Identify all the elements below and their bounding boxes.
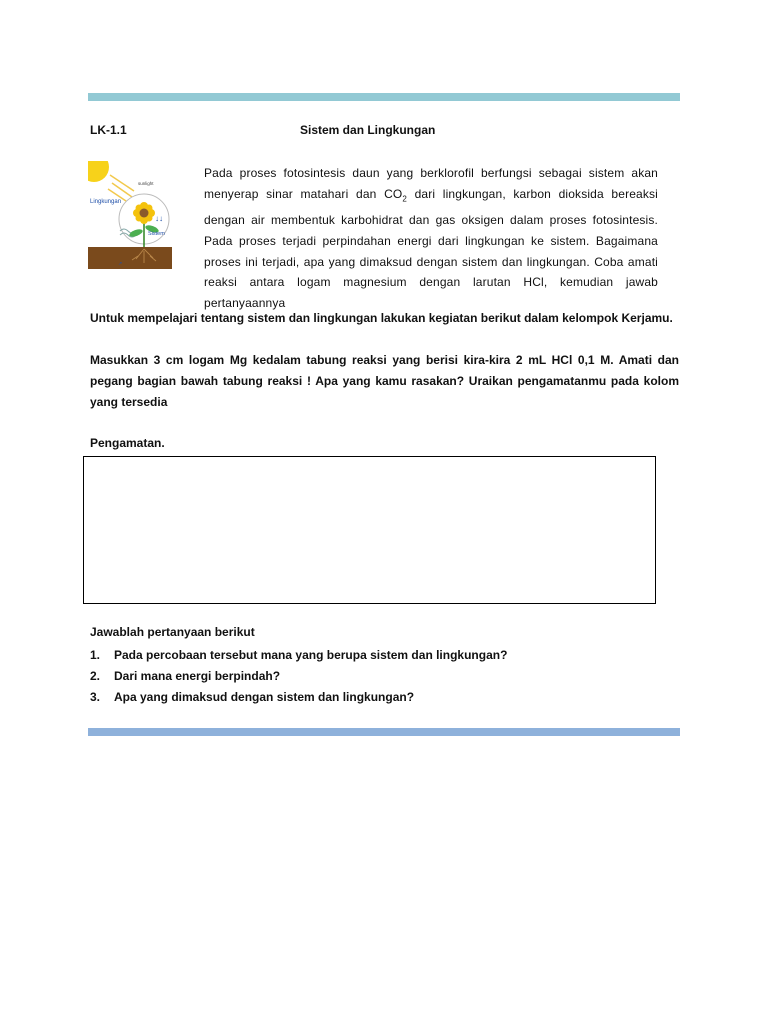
observation-label: Pengamatan.	[90, 436, 165, 450]
top-divider	[88, 93, 680, 101]
system-label: Sistem	[148, 231, 165, 237]
list-item	[90, 666, 650, 687]
group-instruction: Untuk mempelajari tentang sistem dan lingkungan lakukan kegiatan berikut dalam kelompok Kerjamu.	[90, 311, 673, 325]
intro-paragraph: Pada proses fotosintesis daun yang berklorofil berfungsi sebagai sistem akan menyerap sinar matahari dan $CO_2$ dari lingkungan, karbon dioksida bereaksi dengan air membentuk karbohidrat dan gas oksigen dalam proses fotosintesis. Pada proses terjadi perpindahan energi dari lingkungan ke sistem. Bagaimana proses ini terjadi, apa yang dimaksud dengan sistem dan lingkungan. Coba amati reaksi antara logam magnesium dengan larutan HCl, kemudian jawab pertanyaannya	[204, 166, 658, 311]
soil	[88, 247, 172, 269]
question-text: Apa yang dimaksud dengan sistem dan lingkungan?	[114, 690, 415, 704]
question-number: 1.	[90, 648, 101, 662]
question-number: 3.	[90, 690, 101, 704]
environment-label: Lingkungan	[90, 199, 122, 205]
questions-heading: Jawablah pertanyaan berikut	[90, 625, 255, 639]
question-number: 2.	[90, 669, 101, 683]
svg-text:↗: ↗	[118, 261, 123, 267]
question-text: Dari mana energi berpindah?	[114, 669, 281, 683]
sunlight-label: sunlight	[138, 181, 154, 186]
worksheet-title: Sistem dan Lingkungan	[300, 123, 436, 137]
photosynthesis-illustration	[88, 161, 172, 269]
svg-text:↓↓: ↓↓	[155, 214, 163, 223]
question-text: Pada percobaan tersebut mana yang berupa sistem dan lingkungan?	[114, 648, 508, 662]
list-item	[90, 645, 650, 666]
experiment-task: Masukkan 3 cm logam Mg kedalam tabung reaksi yang berisi kira-kira 2 mL HCl 0,1 M. Amati dan pegang bagian bawah tabung reaksi ! Apa yang kamu rasakan? Uraikan pengamatanmu pada kolom yang tersedia	[90, 353, 679, 409]
bottom-divider	[88, 728, 680, 736]
observation-box[interactable]	[83, 456, 656, 604]
co2-formula: $CO_2$	[384, 186, 407, 204]
question-list	[90, 645, 650, 708]
worksheet-code: LK-1.1	[90, 123, 127, 137]
list-item	[90, 687, 650, 708]
